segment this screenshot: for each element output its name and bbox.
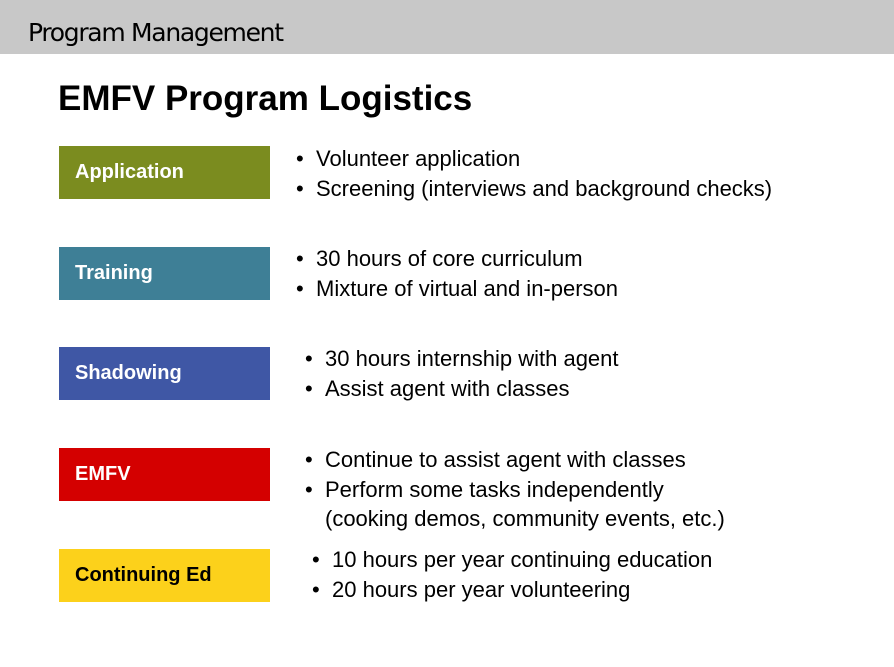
slide-title: EMFV Program Logistics (58, 79, 473, 118)
bullet-dot: • (296, 246, 304, 271)
bullet-text: Assist agent with classes (325, 376, 570, 401)
bullet-dot: • (305, 346, 313, 371)
bullet-list-application (296, 144, 772, 204)
header-bar (0, 0, 894, 54)
bullet-text: Perform some tasks independently (325, 477, 664, 502)
header-title: Program Management (28, 18, 283, 47)
bullet-list-shadowing (305, 344, 619, 404)
bullet-text: 20 hours per year volunteering (332, 577, 631, 602)
stage-label-text: Application (75, 161, 184, 183)
bullet-dot: • (312, 547, 320, 572)
bullet-dot: • (296, 146, 304, 171)
bullet-list-emfv (305, 445, 725, 533)
stage-label-training (59, 247, 270, 300)
bullet-text: Screening (interviews and background checks) (316, 176, 773, 201)
stage-label-emfv (59, 448, 270, 501)
bullet-dot: • (296, 176, 304, 201)
bullet-dot: • (305, 447, 313, 472)
bullet-item (305, 344, 619, 374)
bullet-continuation: (cooking demos, community events, etc.) (325, 506, 725, 531)
bullet-text: 30 hours of core curriculum (316, 246, 583, 271)
bullet-item (296, 174, 772, 204)
bullet-item (305, 445, 725, 475)
bullet-item (312, 575, 712, 605)
bullet-item (305, 475, 725, 533)
bullet-list-training (296, 244, 618, 304)
bullet-item (305, 374, 619, 404)
stage-label-text: Training (75, 262, 153, 284)
bullet-text: Mixture of virtual and in-person (316, 276, 619, 301)
bullet-dot: • (305, 376, 313, 401)
bullet-item (296, 244, 618, 274)
stage-label-shadowing (59, 347, 270, 400)
stage-label-text: Continuing Ed (75, 564, 212, 586)
stage-label-continuing-ed (59, 549, 270, 602)
bullet-text: 10 hours per year continuing education (332, 547, 713, 572)
stage-label-text: EMFV (75, 463, 131, 485)
stage-label-text: Shadowing (75, 362, 182, 384)
bullet-item (296, 274, 618, 304)
bullet-dot: • (312, 577, 320, 602)
bullet-text: Continue to assist agent with classes (325, 447, 686, 472)
stage-label-application (59, 146, 270, 199)
bullet-dot: • (296, 276, 304, 301)
bullet-item (296, 144, 772, 174)
bullet-list-continuing-ed (312, 545, 712, 605)
bullet-text: Volunteer application (316, 146, 521, 171)
bullet-item (312, 545, 712, 575)
bullet-dot: • (305, 477, 313, 502)
bullet-text: 30 hours internship with agent (325, 346, 619, 371)
